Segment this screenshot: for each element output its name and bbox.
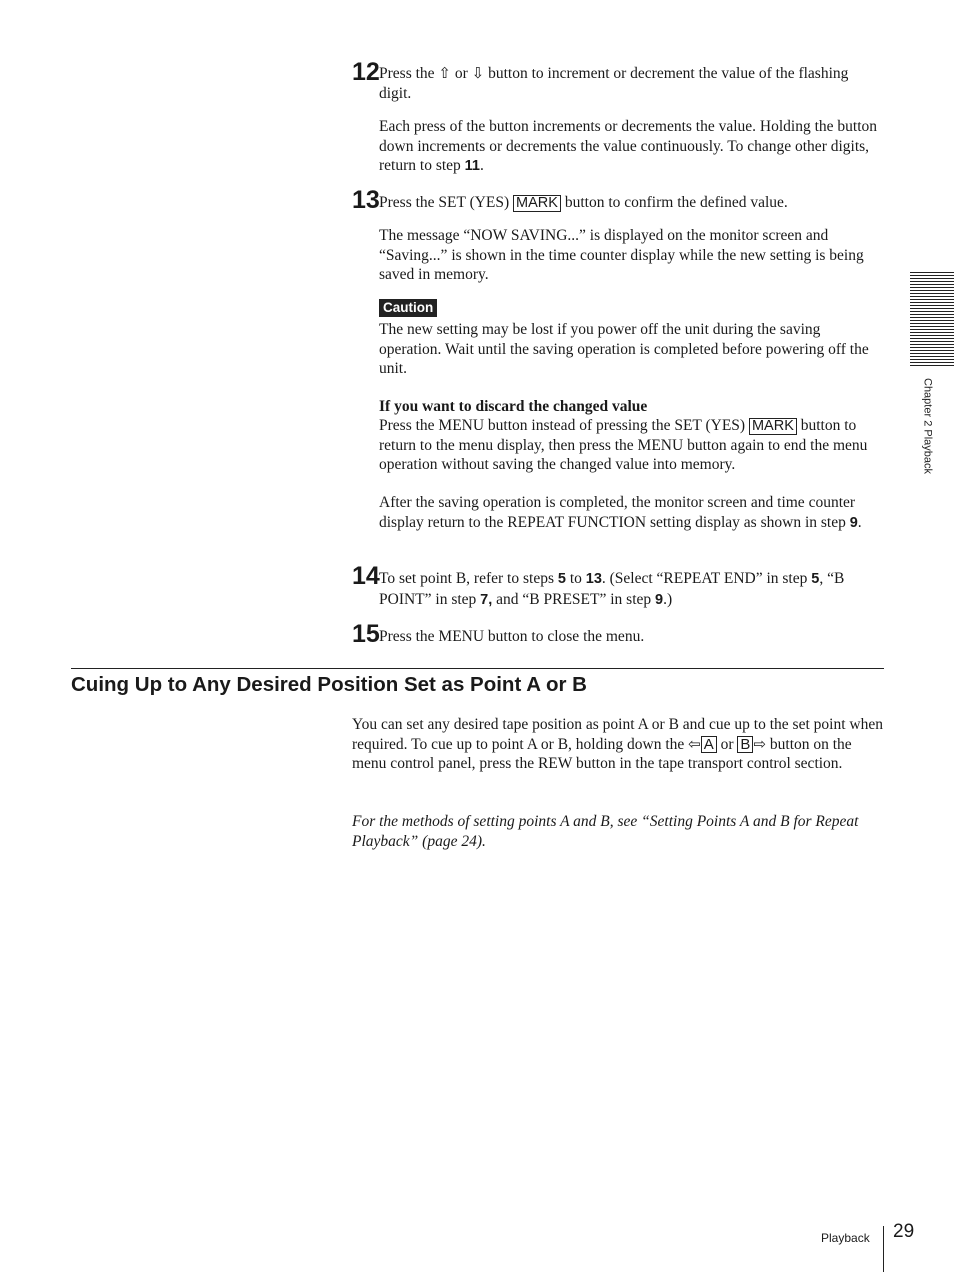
- step-14-text: [379, 569, 882, 610]
- punct: .: [480, 157, 484, 174]
- after-saving-text-pre: After the saving operation is completed, the monitor screen and time counter display return to the REPEAT FUNCTION setting display as shown in step: [379, 494, 856, 531]
- step-number-12: 12: [352, 58, 380, 86]
- step-14-t4: , “B POINT” in step: [379, 570, 845, 608]
- section-heading: Cuing Up to Any Desired Position Set as Point A or B: [71, 673, 587, 696]
- step-14-t6: .): [663, 590, 673, 608]
- chapter-label: Chapter 2 Playback: [921, 378, 934, 474]
- section-paragraph-pre: You can set any desired tape position as point A or B and cue up to the set point when required. To cue up to point A or B, holding down the: [352, 716, 883, 753]
- step-ref: 13: [585, 571, 602, 587]
- step-number-15: 15: [352, 620, 380, 648]
- punct: .: [857, 513, 862, 531]
- step-13-text-pre: Press the SET (YES): [379, 194, 514, 211]
- discard-text-pre: Press the MENU button instead of pressing the SET (YES): [379, 417, 749, 434]
- step-14-t5: and “B PRESET” in step: [492, 590, 656, 608]
- step-12-text-mid: or: [451, 65, 472, 82]
- step-number-13: 13: [352, 186, 380, 214]
- step-number-14: 14: [352, 562, 380, 590]
- step-12-text: [379, 64, 882, 103]
- step-ref: 5: [811, 571, 820, 587]
- page-number: 29: [893, 1221, 915, 1242]
- left-arrow-icon: ⇦: [688, 734, 701, 753]
- section-paragraph-post: button on the menu control panel, press the REW button in the tape transport control section.: [352, 735, 852, 772]
- step-13-text: [379, 193, 882, 213]
- box-a-label: A: [701, 736, 717, 753]
- step-12-text-post: button to increment or decrement the value of the flashing digit.: [379, 65, 849, 102]
- discard-text: [379, 416, 882, 475]
- mark-button-label: MARK: [749, 418, 797, 435]
- step-12-text-pre: Press the: [379, 65, 439, 82]
- after-saving-text: [379, 493, 882, 533]
- box-b-label: B: [737, 736, 753, 753]
- discard-heading: If you want to discard the changed value: [379, 398, 648, 415]
- step-13-text-post: button to confirm the defined value.: [560, 194, 788, 211]
- step-12-paragraph: [379, 117, 882, 177]
- step-15-text: Press the MENU button to close the menu.: [379, 628, 645, 645]
- step-14-t3: . (Select “REPEAT END” in step: [601, 570, 812, 587]
- step-ref-9: 9: [849, 514, 858, 531]
- section-paragraph: [352, 715, 884, 774]
- right-arrow-icon: ⇨: [753, 734, 767, 753]
- section-divider: [71, 668, 884, 669]
- caution-text: The new setting may be lost if you power off the unit during the saving operation. Wait until the saving operation is completed before powering off the unit.: [379, 321, 869, 377]
- or-text: or: [716, 735, 738, 753]
- mark-button-label: MARK: [513, 195, 561, 212]
- step-14-t1: To set point B, refer to steps: [379, 570, 558, 587]
- up-arrow-icon: ⇧: [438, 64, 451, 82]
- down-arrow-icon: ⇩: [471, 64, 485, 82]
- step-ref: 9: [655, 591, 664, 608]
- footer-divider: [883, 1226, 884, 1272]
- footer-section-label: Playback: [821, 1231, 870, 1245]
- step-ref: 7,: [480, 591, 493, 608]
- step-12-paragraph-text: Each press of the button increments or decrements the value. Holding the button down increments or decrements the value continuously. To change other digits, return to step: [379, 118, 878, 174]
- step-ref-11: 11: [464, 158, 481, 174]
- cross-reference: For the methods of setting points A and B, see “Setting Points A and B for Repeat Playback” (page 24).: [352, 813, 859, 850]
- step-14-t2: to: [565, 570, 586, 587]
- caution-badge: Caution: [379, 299, 437, 317]
- step-13-paragraph: The message “NOW SAVING...” is displayed on the monitor screen and “Saving...” is shown in the time counter display while the new setting is being saved in memory.: [379, 227, 864, 283]
- step-ref: 5: [557, 571, 566, 587]
- chapter-tab-mark: [910, 272, 954, 367]
- discard-text-post: button to return to the menu display, then press the MENU button again to end the menu operation without saving the changed value into memory.: [379, 417, 868, 473]
